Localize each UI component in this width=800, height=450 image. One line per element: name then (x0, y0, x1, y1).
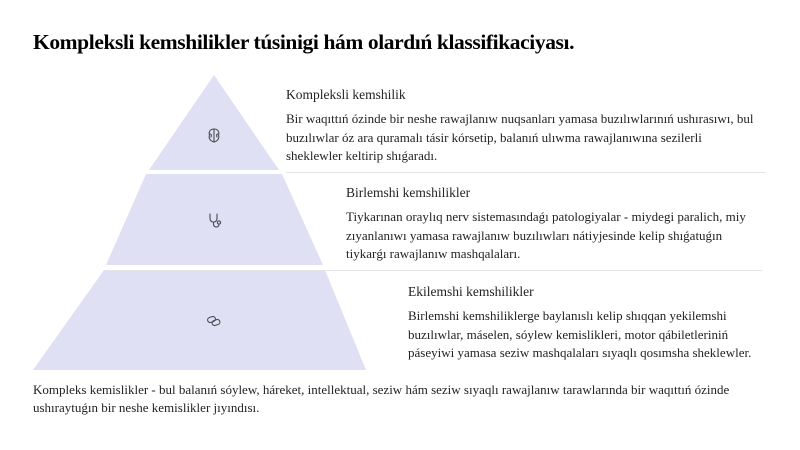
divider-2 (110, 270, 762, 271)
pyramid-level-2 (106, 174, 323, 265)
level-3-title: Ekilemshi kemshilikler (408, 284, 534, 299)
level-2-title: Birlemshi kemshilikler (346, 185, 471, 200)
level-2-description: Tiykarınan oraylıq nerv sistemasındaǵı patologiyalar - miydegi paralich, miy zıyanlanıwı yamasa rawajlanıw buzılıwları nátiyjesinde kelip shıǵatuǵın tiykarǵı rawajlanıw mashqalaları. (346, 209, 746, 261)
pyramid-level-1 (149, 75, 279, 170)
level-3-description: Birlemshi kemshiliklerge baylanıslı kelip shıqqan yekilemshi buzılıwlar, máselen, sóylew kemislikleri, motor qábiletleriniń páseyiwi yamasa seziw mashqalaları sıyaqlı qosımsha sheklewler. (408, 308, 752, 360)
divider-1 (286, 172, 766, 173)
level-1-description: Bir waqıttıń ózinde bir neshe rawajlanıw nuqsanları yamasa buzılıwlarınıń ushırasıwı, bul buzılıwlar óz ara quramalı tásir kórsetip, balanıń ulıwma rawajlanıwına sezilerli sheklewler keltirip shıǵaradı. (286, 111, 754, 163)
pyramid-level-3 (33, 270, 366, 370)
page-title: Kompleksli kemshilikler túsinigi hám olardıń klassifikaciyası. (33, 30, 575, 54)
level-1-title: Kompleksli kemshilik (286, 87, 406, 102)
footer-definition: Kompleks kemislikler - bul balanıń sóylew, háreket, intellektual, seziw hám seziw sıyaqlı rawajlanıw tarawlarında bir waqıttıń ózinde ushıraytuǵın bir neshe kemislikler jıyındısı. (33, 382, 730, 415)
